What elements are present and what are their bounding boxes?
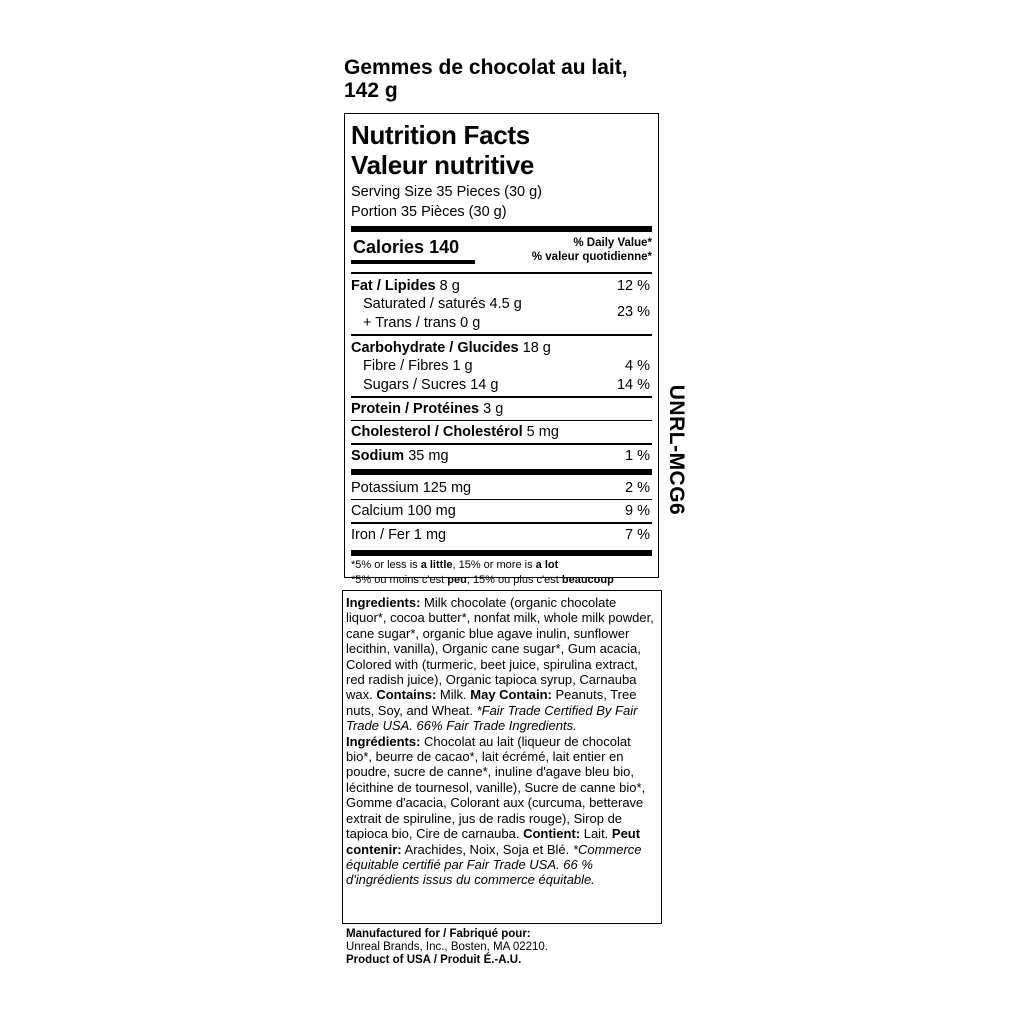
fat-dv: 12 % <box>616 277 650 294</box>
saturated-label: Saturated / saturés <box>363 296 486 312</box>
sugars-label: Sugars / Sucres <box>363 376 467 393</box>
saturated-dv: 23 % <box>616 304 650 320</box>
fibre-amount: 1 g <box>452 358 473 374</box>
saturated-row <box>351 295 652 320</box>
nutrition-facts-panel <box>344 113 659 586</box>
carb-row <box>351 339 652 358</box>
footnote-fr <box>351 573 652 588</box>
fat-group <box>351 274 652 335</box>
calcium-dv: 9 % <box>625 503 650 519</box>
trans-amount: 0 g <box>460 314 481 331</box>
ingredients-en-label: Ingredients: <box>346 595 421 610</box>
may-contain-label: May Contain: <box>470 687 552 703</box>
contains-label: Contains: <box>376 687 437 703</box>
calcium-row <box>351 500 652 522</box>
fair-trade-en: *Fair Trade Certified By Fair Trade USA. 66% Fair Trade Ingredients. <box>346 702 638 734</box>
ingredients-en <box>346 595 658 734</box>
calories-label: Calories <box>353 237 425 257</box>
daily-value-header <box>532 236 652 264</box>
sodium-dv: 1 % <box>625 447 650 464</box>
carb-amount: 18 g <box>522 339 551 356</box>
footnote-en-text: , 15% or more is <box>452 558 536 571</box>
cholesterol-amount: 5 mg <box>526 424 559 440</box>
contient-text: Lait. <box>580 826 612 842</box>
iron-row <box>351 524 652 546</box>
potassium-dv: 2 % <box>625 479 650 496</box>
ingredients-fr-label: Ingrédients: <box>346 733 421 749</box>
calories <box>351 236 475 264</box>
footnote-en-bold: a little <box>420 558 453 571</box>
sugars-dv: 14 % <box>616 376 650 393</box>
contains-text: Milk. <box>436 687 467 703</box>
fibre-row <box>351 357 652 376</box>
nutrition-title-fr: Valeur nutritive <box>351 150 535 180</box>
footnote-fr-text: , 15% ou plus c'est <box>466 573 562 586</box>
protein-row <box>351 398 652 420</box>
footnote-fr-bold: beaucoup <box>561 573 614 586</box>
ingredients-en-text: Milk chocolate (organic chocolate liquor*, cocoa butter*, nonfat milk, whole milk powder, cane sugar*, organic blue agave inulin, sunflower lecithin, vanilla), Organic cane sugar*, Gum acacia, Colored with (turmeric, beet juice, spirulina extract, red radish juice), Organic tapioca syrup, Carnauba wax. <box>346 595 654 703</box>
footnote-fr-text: *5% ou moins c'est <box>351 573 448 586</box>
footnote-en-text: *5% or less is <box>351 558 421 571</box>
ingredients-fr-text: Chocolat au lait (liqueur de chocolat bio*, beurre de cacao*, lait écrémé, lait entier en poudre, sucre de canne*, inuline d'agave bleu bio, lécithine de tournesol, vanille), Sucre de canne bio*, Gomme d'acacia, Colorant aux (curcuma, betterave extrait de spiruline, jus de radis rouge), Sirop de tapioca bio, Cire de carnauba. <box>346 733 646 842</box>
contient-label: Contient: <box>523 826 581 842</box>
calories-row <box>351 232 652 272</box>
protein-amount: 3 g <box>483 400 504 417</box>
footnote-fr-bold: peu <box>447 573 467 586</box>
product-title: Gemmes de chocolat au lait, 142 g <box>344 56 628 102</box>
footnote-en <box>351 558 652 573</box>
iron-dv: 7 % <box>625 526 650 543</box>
trans-row <box>351 314 652 333</box>
sodium-row <box>351 445 652 467</box>
serving-size-fr: Portion 35 Pièces (30 g) <box>351 204 507 220</box>
sodium-label: Sodium <box>351 447 405 464</box>
footnote <box>351 556 652 588</box>
product-origin: Product of USA / Produit É.-A.U. <box>346 954 522 966</box>
peut-contenir-text: Arachides, Noix, Soja et Blé. <box>401 841 573 857</box>
calcium-label: Calcium 100 mg <box>351 503 456 519</box>
footnote-en-bold: a lot <box>535 558 559 571</box>
sodium-amount: 35 mg <box>408 447 449 464</box>
saturated-amount: 4.5 g <box>489 296 522 312</box>
manufacturer-info <box>346 928 646 967</box>
ingredients-panel <box>342 590 662 924</box>
product-code: UNRL-MCG6 <box>665 384 688 516</box>
trans-label: + Trans / trans <box>363 314 457 331</box>
fat-label: Fat / Lipides <box>351 277 436 294</box>
daily-value-en: % Daily Value* <box>573 237 652 249</box>
fat-amount: 8 g <box>439 277 460 294</box>
fair-trade-fr: *Commerce équitable certifié par Fair Trade USA. 66 % d'ingrédients issus du commerce équitable. <box>346 841 642 888</box>
fibre-label: Fibre / Fibres <box>363 358 449 374</box>
manufacturer-address: Unreal Brands, Inc., Bosten, MA 02210. <box>346 941 549 953</box>
ingredients-fr <box>346 734 658 888</box>
peut-contenir-label: Peut contenir: <box>346 826 641 857</box>
daily-value-fr: % valeur quotidienne* <box>531 251 652 263</box>
carb-label: Carbohydrate / Glucides <box>351 339 519 356</box>
carb-group <box>351 336 652 397</box>
potassium-row <box>351 475 652 499</box>
cholesterol-label: Cholesterol / Cholestérol <box>351 424 523 440</box>
sugars-row <box>351 376 652 395</box>
sugars-amount: 14 g <box>470 376 499 393</box>
calories-value: 140 <box>429 237 460 257</box>
fat-row <box>351 277 652 296</box>
potassium-label: Potassium 125 mg <box>351 479 472 496</box>
fibre-dv: 4 % <box>625 358 650 374</box>
nutrition-title-en: Nutrition Facts <box>351 120 530 150</box>
iron-label: Iron / Fer 1 mg <box>351 526 447 543</box>
cholesterol-row <box>351 421 652 443</box>
protein-label: Protein / Protéines <box>351 400 480 417</box>
serving-size-en: Serving Size 35 Pieces (30 g) <box>351 184 543 200</box>
manufacturer-label: Manufactured for / Fabriqué pour: <box>346 928 531 940</box>
may-contain-text: Peanuts, Tree nuts, Soy, and Wheat. <box>346 687 637 718</box>
